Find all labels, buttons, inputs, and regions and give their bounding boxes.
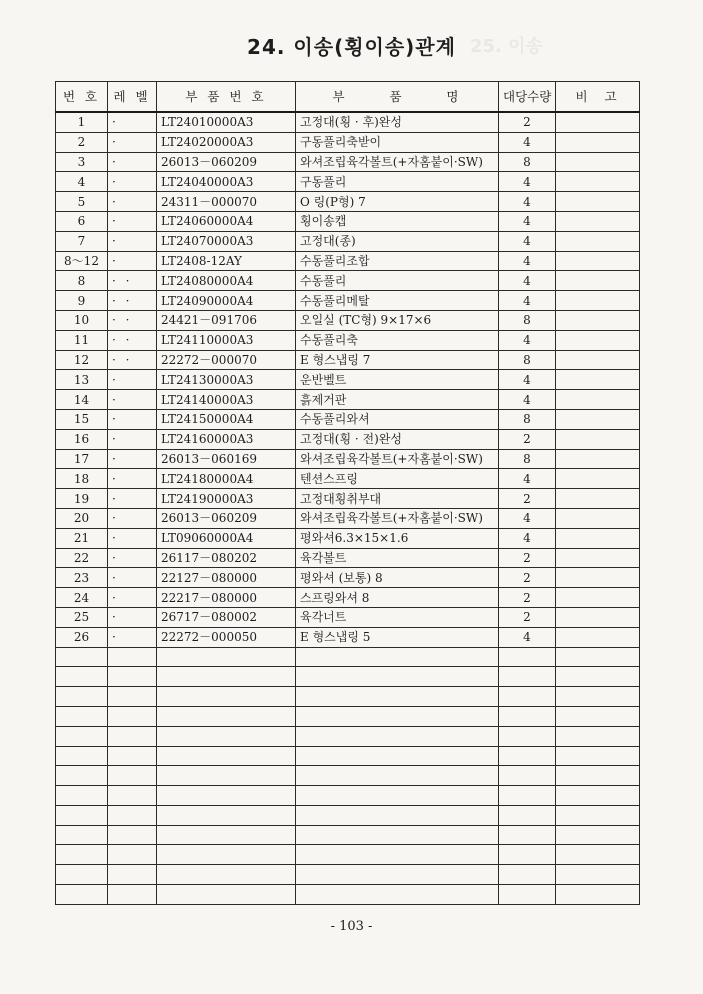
cell-remarks xyxy=(556,152,640,172)
table-row xyxy=(56,588,640,608)
cell-part-name: 수동풀리와셔 xyxy=(296,409,499,429)
table-row xyxy=(56,192,640,212)
cell-level xyxy=(108,865,157,885)
cell-level: · xyxy=(108,409,157,429)
cell-part-number xyxy=(157,825,296,845)
cell-number: 18 xyxy=(56,469,108,489)
cell-quantity: 8 xyxy=(499,449,556,469)
cell-remarks xyxy=(556,370,640,390)
cell-remarks xyxy=(556,489,640,509)
cell-part-number xyxy=(157,706,296,726)
cell-quantity: 4 xyxy=(499,370,556,390)
cell-number xyxy=(56,746,108,766)
cell-part-name: 평와셔 (보통) 8 xyxy=(296,568,499,588)
cell-part-name: 수동풀리조합 xyxy=(296,251,499,271)
cell-quantity: 4 xyxy=(499,251,556,271)
empty-table-row xyxy=(56,805,640,825)
cell-remarks xyxy=(556,310,640,330)
cell-level xyxy=(108,786,157,806)
cell-part-name xyxy=(296,647,499,667)
cell-part-number: LT24070000A3 xyxy=(157,231,296,251)
cell-quantity xyxy=(499,825,556,845)
cell-quantity: 4 xyxy=(499,211,556,231)
cell-level: · xyxy=(108,449,157,469)
cell-quantity: 4 xyxy=(499,231,556,251)
cell-level: · xyxy=(108,370,157,390)
cell-number xyxy=(56,667,108,687)
cell-level: · xyxy=(108,508,157,528)
cell-part-name: 수동풀리메탈 xyxy=(296,291,499,311)
cell-level: · xyxy=(108,112,157,132)
cell-level: · xyxy=(108,469,157,489)
cell-part-name xyxy=(296,786,499,806)
cell-part-number: LT24020000A3 xyxy=(157,132,296,152)
cell-quantity: 2 xyxy=(499,588,556,608)
cell-level: · · xyxy=(108,291,157,311)
cell-quantity: 2 xyxy=(499,489,556,509)
cell-part-number: LT09060000A4 xyxy=(157,528,296,548)
cell-quantity: 4 xyxy=(499,508,556,528)
cell-remarks xyxy=(556,132,640,152)
cell-number: 5 xyxy=(56,192,108,212)
cell-part-name: 육각너트 xyxy=(296,607,499,627)
cell-level: · xyxy=(108,172,157,192)
empty-table-row xyxy=(56,825,640,845)
cell-quantity xyxy=(499,865,556,885)
table-row xyxy=(56,271,640,291)
header-part-number: 부 품 번 호 xyxy=(157,82,296,113)
bleed-through-title: 25. 이송 xyxy=(470,36,543,57)
cell-remarks xyxy=(556,726,640,746)
cell-quantity xyxy=(499,786,556,806)
cell-part-name: 와셔조립육각볼트(+자홈붙이·SW) xyxy=(296,508,499,528)
cell-remarks xyxy=(556,845,640,865)
cell-quantity: 2 xyxy=(499,429,556,449)
cell-remarks xyxy=(556,825,640,845)
cell-number: 7 xyxy=(56,231,108,251)
cell-quantity: 2 xyxy=(499,568,556,588)
cell-part-number: 22127－080000 xyxy=(157,568,296,588)
cell-level: · · xyxy=(108,330,157,350)
cell-part-number xyxy=(157,865,296,885)
cell-quantity: 4 xyxy=(499,469,556,489)
cell-part-name: 고정대(횡 · 전)완성 xyxy=(296,429,499,449)
cell-part-name: 와셔조립육각볼트(+자홈붙이·SW) xyxy=(296,152,499,172)
cell-level xyxy=(108,687,157,707)
cell-part-name xyxy=(296,746,499,766)
cell-number: 8～12 xyxy=(56,251,108,271)
cell-level xyxy=(108,766,157,786)
cell-remarks xyxy=(556,588,640,608)
cell-remarks xyxy=(556,706,640,726)
cell-remarks xyxy=(556,528,640,548)
cell-number: 9 xyxy=(56,291,108,311)
cell-number: 6 xyxy=(56,211,108,231)
cell-quantity xyxy=(499,766,556,786)
empty-table-row xyxy=(56,647,640,667)
cell-level: · · xyxy=(108,310,157,330)
cell-part-number: 22217－080000 xyxy=(157,588,296,608)
table-row xyxy=(56,231,640,251)
cell-part-name: 운반벨트 xyxy=(296,370,499,390)
cell-part-number: 26013－060209 xyxy=(157,152,296,172)
cell-remarks xyxy=(556,687,640,707)
cell-number: 16 xyxy=(56,429,108,449)
cell-number xyxy=(56,687,108,707)
cell-remarks xyxy=(556,607,640,627)
cell-part-name: 오일실 (TC형) 9×17×6 xyxy=(296,310,499,330)
header-level: 레 벨 xyxy=(108,82,157,113)
cell-part-number: 24311－000070 xyxy=(157,192,296,212)
cell-level xyxy=(108,647,157,667)
cell-remarks xyxy=(556,231,640,251)
cell-quantity: 8 xyxy=(499,350,556,370)
cell-remarks xyxy=(556,330,640,350)
cell-part-number: LT24140000A3 xyxy=(157,390,296,410)
cell-part-name: 평와셔6.3×15×1.6 xyxy=(296,528,499,548)
cell-remarks xyxy=(556,469,640,489)
cell-remarks xyxy=(556,746,640,766)
cell-remarks xyxy=(556,211,640,231)
table-row xyxy=(56,132,640,152)
cell-number xyxy=(56,805,108,825)
empty-table-row xyxy=(56,845,640,865)
table-row xyxy=(56,310,640,330)
cell-number: 12 xyxy=(56,350,108,370)
cell-remarks xyxy=(556,508,640,528)
cell-part-number xyxy=(157,845,296,865)
empty-table-row xyxy=(56,667,640,687)
table-row xyxy=(56,607,640,627)
table-row xyxy=(56,211,640,231)
cell-part-number: LT24180000A4 xyxy=(157,469,296,489)
cell-remarks xyxy=(556,667,640,687)
header-part-name: 부 품 명 xyxy=(296,82,499,113)
cell-number: 4 xyxy=(56,172,108,192)
cell-quantity: 2 xyxy=(499,112,556,132)
cell-level: · xyxy=(108,568,157,588)
cell-part-name xyxy=(296,706,499,726)
cell-part-number xyxy=(157,746,296,766)
cell-part-number: LT24080000A4 xyxy=(157,271,296,291)
cell-level: · xyxy=(108,528,157,548)
cell-part-name xyxy=(296,845,499,865)
cell-remarks xyxy=(556,172,640,192)
cell-quantity xyxy=(499,726,556,746)
cell-part-name xyxy=(296,687,499,707)
cell-number: 17 xyxy=(56,449,108,469)
cell-quantity xyxy=(499,746,556,766)
cell-quantity: 4 xyxy=(499,528,556,548)
cell-part-number: 26013－060169 xyxy=(157,449,296,469)
header-remarks: 비 고 xyxy=(556,82,640,113)
cell-part-number: 26013－060209 xyxy=(157,508,296,528)
table-row xyxy=(56,469,640,489)
cell-number: 19 xyxy=(56,489,108,509)
cell-level: · xyxy=(108,152,157,172)
cell-part-number xyxy=(157,667,296,687)
cell-quantity xyxy=(499,706,556,726)
cell-part-number xyxy=(157,726,296,746)
cell-remarks xyxy=(556,271,640,291)
header-number: 번 호 xyxy=(56,82,108,113)
page-title: 24. 이송(횡이송)관계 xyxy=(247,35,456,59)
cell-quantity: 8 xyxy=(499,152,556,172)
cell-part-name xyxy=(296,766,499,786)
empty-table-row xyxy=(56,726,640,746)
cell-remarks xyxy=(556,390,640,410)
cell-quantity: 2 xyxy=(499,607,556,627)
empty-table-row xyxy=(56,766,640,786)
cell-part-name: 구동풀리 xyxy=(296,172,499,192)
cell-part-number: 22272－000050 xyxy=(157,627,296,647)
cell-quantity: 8 xyxy=(499,409,556,429)
table-row xyxy=(56,370,640,390)
cell-level: · xyxy=(108,489,157,509)
cell-quantity: 4 xyxy=(499,172,556,192)
cell-remarks xyxy=(556,568,640,588)
cell-quantity: 4 xyxy=(499,390,556,410)
table-row xyxy=(56,350,640,370)
cell-number: 2 xyxy=(56,132,108,152)
cell-level: · xyxy=(108,192,157,212)
cell-part-number: LT24160000A3 xyxy=(157,429,296,449)
cell-level xyxy=(108,746,157,766)
cell-quantity: 4 xyxy=(499,192,556,212)
cell-part-number: LT24130000A3 xyxy=(157,370,296,390)
cell-level xyxy=(108,726,157,746)
cell-remarks xyxy=(556,865,640,885)
cell-level xyxy=(108,845,157,865)
cell-part-name: E 형스냅링 7 xyxy=(296,350,499,370)
cell-remarks xyxy=(556,409,640,429)
cell-number xyxy=(56,766,108,786)
cell-part-name xyxy=(296,726,499,746)
cell-number xyxy=(56,726,108,746)
cell-part-number xyxy=(157,885,296,905)
cell-level xyxy=(108,885,157,905)
table-row xyxy=(56,409,640,429)
cell-number: 14 xyxy=(56,390,108,410)
cell-number: 13 xyxy=(56,370,108,390)
cell-part-name: 수동풀리축 xyxy=(296,330,499,350)
cell-number: 10 xyxy=(56,310,108,330)
cell-part-number: LT2408-12AY xyxy=(157,251,296,271)
cell-number xyxy=(56,845,108,865)
cell-part-number: 24421－091706 xyxy=(157,310,296,330)
cell-remarks xyxy=(556,627,640,647)
cell-level: · xyxy=(108,429,157,449)
cell-quantity xyxy=(499,885,556,905)
table-row xyxy=(56,172,640,192)
cell-level: · xyxy=(108,548,157,568)
cell-part-number: 26717－080002 xyxy=(157,607,296,627)
cell-quantity: 2 xyxy=(499,548,556,568)
cell-part-name: 스프링와셔 8 xyxy=(296,588,499,608)
cell-level xyxy=(108,825,157,845)
cell-part-number xyxy=(157,805,296,825)
cell-remarks xyxy=(556,805,640,825)
cell-remarks xyxy=(556,429,640,449)
cell-part-name: 와셔조립육각볼트(+자홈붙이·SW) xyxy=(296,449,499,469)
cell-part-number: LT24090000A4 xyxy=(157,291,296,311)
cell-number: 21 xyxy=(56,528,108,548)
table-row xyxy=(56,568,640,588)
cell-quantity xyxy=(499,805,556,825)
cell-part-name xyxy=(296,865,499,885)
cell-number: 8 xyxy=(56,271,108,291)
cell-part-name: 텐션스프링 xyxy=(296,469,499,489)
cell-part-number: LT24190000A3 xyxy=(157,489,296,509)
cell-remarks xyxy=(556,350,640,370)
cell-number: 3 xyxy=(56,152,108,172)
cell-part-number: LT24040000A3 xyxy=(157,172,296,192)
cell-part-name: E 형스냅링 5 xyxy=(296,627,499,647)
cell-level: · xyxy=(108,211,157,231)
cell-part-name xyxy=(296,805,499,825)
table-row xyxy=(56,528,640,548)
cell-part-number: 22272－000070 xyxy=(157,350,296,370)
cell-level: · · xyxy=(108,271,157,291)
cell-part-name: 흙제거판 xyxy=(296,390,499,410)
table-row xyxy=(56,429,640,449)
cell-quantity: 4 xyxy=(499,330,556,350)
cell-part-name: 고정대(횡 · 후)완성 xyxy=(296,112,499,132)
empty-table-row xyxy=(56,746,640,766)
cell-remarks xyxy=(556,291,640,311)
parts-table xyxy=(55,81,640,905)
cell-part-number xyxy=(157,766,296,786)
cell-number xyxy=(56,706,108,726)
empty-table-row xyxy=(56,865,640,885)
cell-number: 20 xyxy=(56,508,108,528)
cell-quantity xyxy=(499,845,556,865)
cell-quantity xyxy=(499,687,556,707)
cell-level: · xyxy=(108,231,157,251)
cell-level: · xyxy=(108,607,157,627)
empty-table-row xyxy=(56,786,640,806)
table-row xyxy=(56,152,640,172)
cell-part-name: 구동풀리축받이 xyxy=(296,132,499,152)
table-row xyxy=(56,251,640,271)
cell-quantity: 4 xyxy=(499,627,556,647)
cell-part-number xyxy=(157,647,296,667)
cell-remarks xyxy=(556,885,640,905)
empty-table-row xyxy=(56,687,640,707)
table-row xyxy=(56,627,640,647)
cell-part-number: LT24010000A3 xyxy=(157,112,296,132)
cell-part-name: 횡이송캡 xyxy=(296,211,499,231)
table-row xyxy=(56,390,640,410)
cell-part-name: O 링(P형) 7 xyxy=(296,192,499,212)
cell-level: · xyxy=(108,132,157,152)
cell-level xyxy=(108,805,157,825)
cell-quantity xyxy=(499,667,556,687)
cell-part-name: 육각볼트 xyxy=(296,548,499,568)
cell-number: 1 xyxy=(56,112,108,132)
page-number: - 103 - xyxy=(330,919,373,934)
cell-remarks xyxy=(556,449,640,469)
cell-number: 15 xyxy=(56,409,108,429)
parts-table-body xyxy=(56,112,640,904)
cell-level: · xyxy=(108,588,157,608)
empty-table-row xyxy=(56,706,640,726)
cell-quantity xyxy=(499,647,556,667)
cell-part-name: 고정대(종) xyxy=(296,231,499,251)
cell-remarks xyxy=(556,112,640,132)
header-quantity: 대당수량 xyxy=(499,82,556,113)
cell-number xyxy=(56,865,108,885)
cell-number: 26 xyxy=(56,627,108,647)
cell-part-name: 고정대횡취부대 xyxy=(296,489,499,509)
cell-level xyxy=(108,706,157,726)
cell-number: 22 xyxy=(56,548,108,568)
cell-quantity: 4 xyxy=(499,271,556,291)
cell-remarks xyxy=(556,647,640,667)
cell-number: 24 xyxy=(56,588,108,608)
cell-part-name xyxy=(296,825,499,845)
cell-level: · xyxy=(108,390,157,410)
table-row xyxy=(56,489,640,509)
cell-part-number: LT24110000A3 xyxy=(157,330,296,350)
table-row xyxy=(56,548,640,568)
cell-level xyxy=(108,667,157,687)
cell-level: · · xyxy=(108,350,157,370)
cell-quantity: 4 xyxy=(499,132,556,152)
table-row xyxy=(56,291,640,311)
cell-number xyxy=(56,885,108,905)
cell-remarks xyxy=(556,786,640,806)
cell-number xyxy=(56,647,108,667)
cell-remarks xyxy=(556,766,640,786)
cell-quantity: 8 xyxy=(499,310,556,330)
cell-number: 11 xyxy=(56,330,108,350)
cell-remarks xyxy=(556,548,640,568)
cell-part-number xyxy=(157,687,296,707)
cell-number: 23 xyxy=(56,568,108,588)
cell-part-number: 26117－080202 xyxy=(157,548,296,568)
cell-remarks xyxy=(556,251,640,271)
cell-level: · xyxy=(108,251,157,271)
cell-part-number: LT24150000A4 xyxy=(157,409,296,429)
cell-part-number: LT24060000A4 xyxy=(157,211,296,231)
cell-number: 25 xyxy=(56,607,108,627)
cell-part-name xyxy=(296,667,499,687)
cell-part-name xyxy=(296,885,499,905)
cell-number xyxy=(56,825,108,845)
table-row xyxy=(56,449,640,469)
cell-quantity: 4 xyxy=(499,291,556,311)
table-row xyxy=(56,330,640,350)
cell-part-number xyxy=(157,786,296,806)
cell-remarks xyxy=(556,192,640,212)
cell-number xyxy=(56,786,108,806)
table-row xyxy=(56,508,640,528)
table-row xyxy=(56,112,640,132)
cell-part-name: 수동풀리 xyxy=(296,271,499,291)
table-header-row xyxy=(56,82,640,113)
empty-table-row xyxy=(56,885,640,905)
cell-level: · xyxy=(108,627,157,647)
